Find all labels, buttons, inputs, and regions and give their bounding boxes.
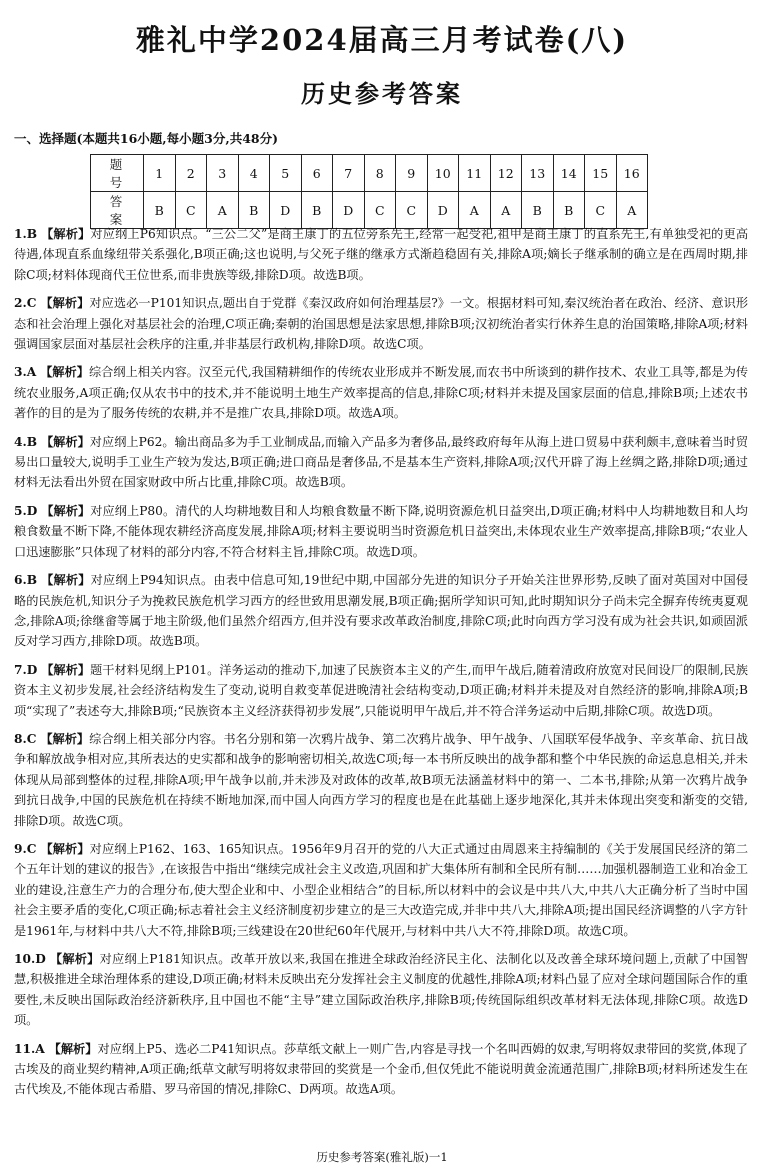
question-number-cell: 11 [459,155,491,192]
analysis-tag: 【解析】 [41,503,91,518]
explanation-item [14,501,748,562]
analysis-tag: 【解析】 [40,841,90,856]
answer-key-table [90,154,648,229]
answer-row [91,192,648,229]
answer-cell: B [301,192,333,229]
subject-answer-title: 历史参考答案 [301,79,463,108]
item-answer: 8.C [14,731,37,746]
analysis-tag: 【解析】 [40,731,90,746]
item-text: 综合纲上相关部分内容。书名分别和第一次鸦片战争、第二次鸦片战争、甲午战争、八国联军侵华战争、辛亥革命、抗日战争和解放战争相对应,其所表达的史实都和战争的影响密切相关,故选C项;每一本书所反映出的战争都和整个中华民族的命运息息相关,并未体现从局部到整体的过程,排除A项;甲午战争以前,并未涉及对政体的改革,故B项无法涵盖材料中的第一、二本书,排除;从第一次鸦片战争到抗日战争,中国的民族危机在持续不断地加深,而中国人向西方学习的程度也是在此基础上逐步地深化,其并未体现出突变和渐变的交错,排除D项。故选C项。 [14,731,749,828]
answer-cell: C [364,192,396,229]
analysis-tag: 【解析】 [41,662,91,677]
question-number-row [91,155,648,192]
question-number-cell: 13 [522,155,554,192]
school-exam-title: 雅礼中学2024届高三月考试卷(八) [135,23,629,57]
answer-cell: D [427,192,459,229]
explanation-list [14,224,748,1108]
explanation-item [14,432,748,493]
question-number-cell: 2 [175,155,207,192]
analysis-tag: 【解析】 [41,227,91,241]
question-number-cell: 1 [144,155,176,192]
analysis-tag: 【解析】 [40,365,89,380]
explanation-item [14,729,748,831]
explanation-item [14,293,748,354]
item-text: 对应纲上P62。输出商品多为手工业制成品,而输入产品多为奢侈品,最终政府每年从海上进口贸易中获利颇丰,意味着当时贸易出口量较大,说明手工业生产较为发达,B项正确;进口商品是奢侈品,不是基本生产资料,排除A项;汉代开辟了海上丝绸之路,排除D项;通过材料无法看出外贸在国家财政中所占比重,排除C项。故选B项。 [14,434,749,490]
answer-cell: A [616,192,648,229]
section-heading: 一、选择题(本题共16小题,每小题3分,共48分) [14,131,279,146]
item-text: 对应纲上P6知识点。“三公二父”是商王康丁的五位旁系先王,经常一起受祀,祖甲是商王康丁的直系先王,有单独受祀的更高待遇,体现直系血缘纽带关系强化,B项正确;这也说明,与父死子继的继承方式渐趋稳固有关,排除A项;嫡长子继承制的确立是在西周时期,排除C项;材料体现商代王位世系,而非贵族等级,排除D项。故选B项。 [14,227,749,282]
answer-cell: A [459,192,491,229]
answer-cell: A [207,192,239,229]
item-answer: 9.C [14,841,37,856]
explanation-item [14,949,748,1031]
item-text: 对应纲上P5、选必二P41知识点。莎草纸文献上一则广告,内容是寻找一个名叫西姆的奴隶,写明将奴隶带回的奖赏,体现了古埃及的商业契约精神,A项正确;纸草文献写明将奴隶带回的奖赏是一个金币,但仅凭此不能说明黄金流通范围广,排除B项;材料所述发生在古代埃及,不能体现古希腊、罗马帝国的情况,排除C、D两项。故选A项。 [14,1041,748,1097]
item-answer: 7.D [14,662,38,677]
item-answer: 4.B [14,434,38,449]
item-answer: 10.D [14,952,46,966]
analysis-tag: 【解析】 [41,573,91,588]
answer-cell: B [522,192,554,229]
question-number-cell: 16 [616,155,648,192]
explanation-item [14,1039,748,1100]
explanation-item [14,224,748,285]
analysis-tag: 【解析】 [40,434,90,449]
answer-cell: B [238,192,270,229]
answer-cell: B [144,192,176,229]
item-answer: 5.D [14,503,38,518]
analysis-tag: 【解析】 [49,952,100,966]
item-answer: 6.B [14,573,38,588]
answer-cell: D [270,192,302,229]
explanation-item [14,570,748,652]
question-number-cell: 5 [270,155,302,192]
explanation-item [14,362,748,423]
answer-cell: C [396,192,428,229]
analysis-tag: 【解析】 [48,1041,98,1056]
item-text: 综合纲上相关内容。汉至元代,我国精耕细作的传统农业形成并不断发展,而农书中所谈到的耕作技术、农业工具等,都是为传统农业服务,A项正确;仅从农书中的技术,并不能说明土地生产效率提高的信息,排除C项;材料并未提及国家层面的信息,排除B项;上述农书著作的目的是为了服务传统的农耕,并不是推广农具,排除D项。故选A项。 [14,365,749,421]
item-text: 对应纲上P181知识点。改革开放以来,我国在推进全球政治经济民主化、法制化以及改善全球环境问题上,贡献了中国智慧,积极推进全球治理体系的建设,D项正确;材料未反映出充分发挥社会主义制度的优越性,排除A项;材料凸显了应对全球问题国际合作的重要性,未反映出国际政治经济新秩序,且中国也不能“主导”建立国际政治秩序,排除B项;传统国际组织改革材料无法体现,排除C项。故选D项。 [14,952,749,1028]
item-answer: 3.A [14,365,37,380]
question-number-cell: 14 [553,155,585,192]
question-number-cell: 10 [427,155,459,192]
answer-cell: A [490,192,522,229]
question-number-cell: 8 [364,155,396,192]
answer-cell: C [585,192,617,229]
page-footer: 历史参考答案(雅礼版)一1 [316,1150,448,1164]
question-number-cell: 15 [585,155,617,192]
explanation-item [14,839,748,941]
answer-cell: B [553,192,585,229]
question-number-cell: 3 [207,155,239,192]
answer-cell: D [333,192,365,229]
explanation-item [14,660,748,721]
analysis-tag: 【解析】 [40,296,90,311]
question-number-cell: 9 [396,155,428,192]
answer-cell: C [175,192,207,229]
question-number-cell: 6 [301,155,333,192]
item-text: 对应纲上P80。清代的人均耕地数目和人均粮食数量不断下降,说明资源危机日益突出,D项正确;材料中人均耕地数目和人均粮食数量不断下降,不能体现农耕经济高度发展,排除A项;材料主要说明当时资源危机日益突出,未体现农业生产效率提高,排除B项;“农业人口迅速膨胀”只体现了材料的部分内容,不符合材料主旨,排除C项。故选D项。 [14,503,748,559]
question-number-cell: 7 [333,155,365,192]
item-answer: 1.B [14,227,38,241]
question-number-header: 题 号 [91,155,144,192]
item-answer: 2.C [14,296,37,311]
item-text: 题干材料见纲上P101。洋务运动的推动下,加速了民族资本主义的产生,而甲午战后,随着清政府放宽对民间设厂的限制,民族资本主义初步发展,社会经济结构发生了变动,说明自救变革促进晚清社会结构变动,D项正确;材料并未提及对自然经济的影响,排除A项;B项“实现了”表述夸大,排除B项;“民族资本主义经济获得初步发展”,只能说明甲午战后,并不符合洋务运动中后期,排除C项。故选D项。 [14,662,748,718]
answer-header: 答 案 [91,192,144,229]
item-text: 对应选必一P101知识点,题出自于党群《秦汉政府如何治理基层?》一文。根据材料可知,秦汉统治者在政治、经济、意识形态和社会治理上强化对基层社会的治理,C项正确;秦朝的治国思想是法家思想,排除B项;汉初统治者实行休养生息的治国策略,排除A项;材料强调国家层面对基层社会秩序的注重,并非基层行政机构,排除D项。故选C项。 [14,296,749,352]
question-number-cell: 4 [238,155,270,192]
item-text: 对应纲上P162、163、165知识点。1956年9月召开的党的八大正式通过由周恩来主持编制的《关于发展国民经济的第二个五年计划的建议的报告》,在该报告中指出“继续完成社会主义改造,巩固和扩大集体所有制和全民所有制……加强机器制造工业和冶金工业的建设,注意生产力的合理分布,使大型企业和中、小型企业相结合”的目标,所以材料中的会议是中共八大,中共八大正确分析了当时中国社会主要矛盾的变化,C项正确;标志着社会主义经济制度初步建立的是三大改造完成,并非中共八大,排除A项;提出国民经济调整的八字方针是1961年,与材料中共八大不符,排除B项;三线建设在20世纪60年代展开,与材料中共八大不符,排除D项。故选C项。 [14,841,749,938]
question-number-cell: 12 [490,155,522,192]
item-answer: 11.A [14,1041,45,1056]
item-text: 对应纲上P94知识点。由表中信息可知,19世纪中期,中国部分先进的知识分子开始关注世界形势,反映了面对英国对中国侵略的民族危机,知识分子为挽救民族危机学习西方的经世致用思潮发展,B项正确;据所学知识可知,此时期知识分子尚未完全摒弃传统夷夏观念,排除A项;徐继畲等属于地主阶级,他们虽然介绍西方,但并没有要求改革政治制度,排除C项;此时向西方学习没有成为社会共识,如顽固派反对学习西方,排除D项。故选B项。 [14,573,749,649]
